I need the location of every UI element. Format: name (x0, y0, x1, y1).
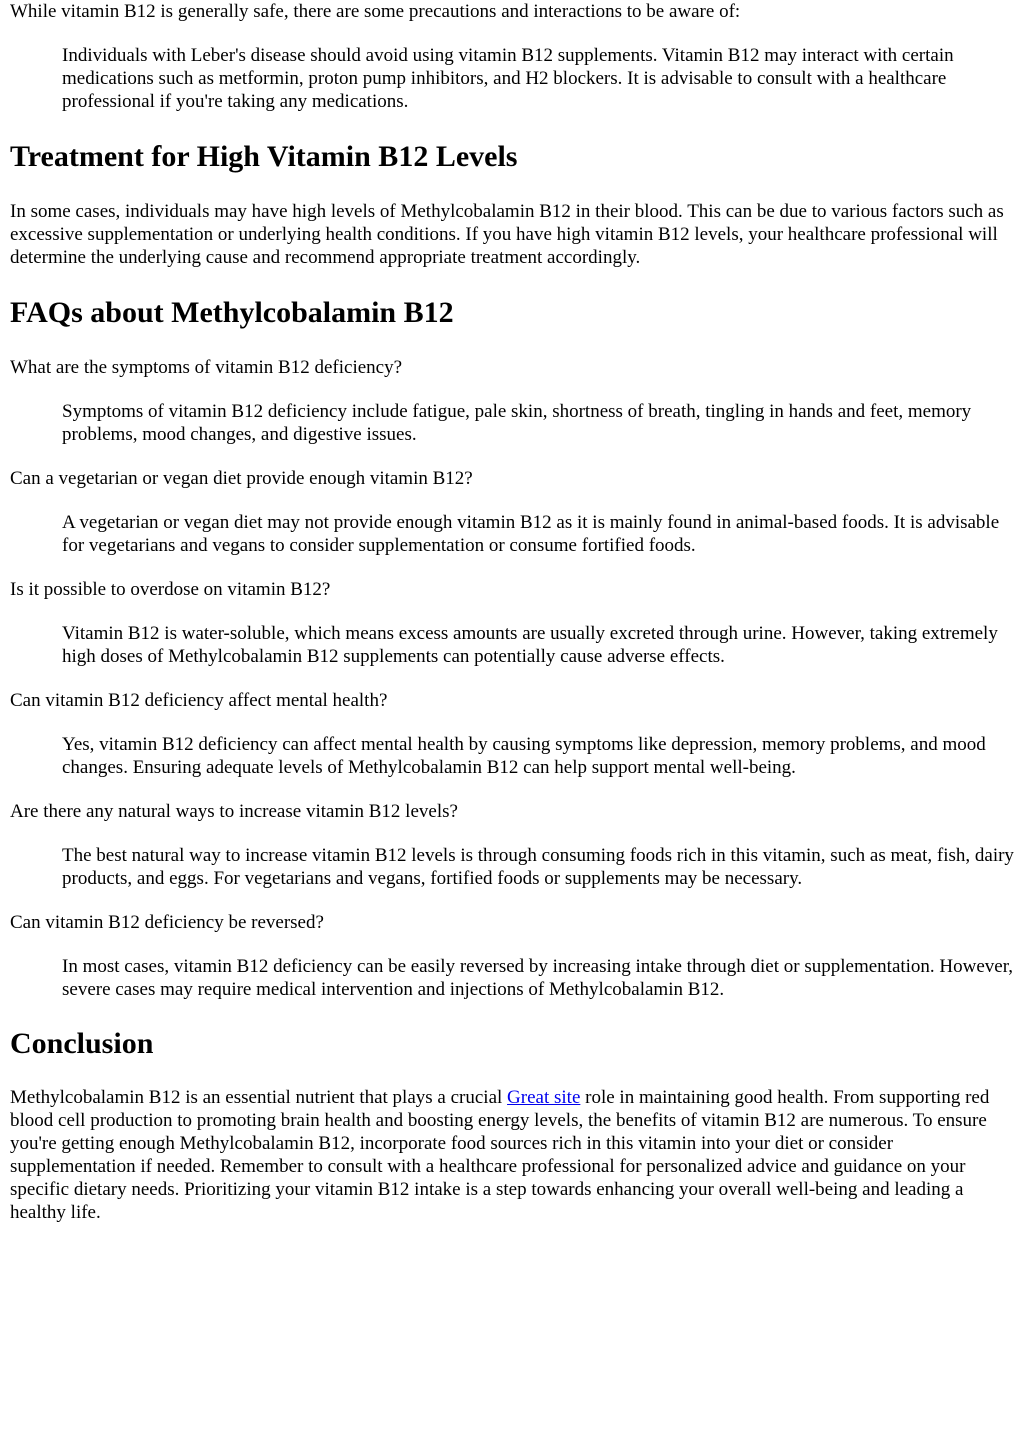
faq-answer: In most cases, vitamin B12 deficiency can be easily reversed by increasing intake through diet or supplementation. However, severe cases may require medical intervention and injections of Methylcobalamin B12. (62, 956, 1014, 1000)
faq-question: Can vitamin B12 deficiency be reversed? (10, 912, 324, 933)
great-site-link[interactable]: Great site (507, 1087, 581, 1108)
faqs-heading: FAQs about Methylcobalamin B12 (10, 296, 454, 329)
intro-paragraph: While vitamin B12 is generally safe, there are some precautions and interactions to be aware of: (10, 1, 741, 22)
faq-question: Are there any natural ways to increase vitamin B12 levels? (10, 801, 458, 822)
precautions-paragraph: Individuals with Leber's disease should avoid using vitamin B12 supplements. Vitamin B12 may interact with certain medications such as metformin, proton pump inhibitors, and H2 blockers. It is advisable to consult with a healthcare professional if you're taking any medications. (62, 45, 954, 112)
conclusion-paragraph (10, 1086, 1014, 1224)
faq-answer: Yes, vitamin B12 deficiency can affect mental health by causing symptoms like depression, memory problems, and mood changes. Ensuring adequate levels of Methylcobalamin B12 can help support mental well-being. (62, 734, 986, 778)
faq-question: Can a vegetarian or vegan diet provide enough vitamin B12? (10, 468, 473, 489)
treatment-paragraph: In some cases, individuals may have high levels of Methylcobalamin B12 in their blood. This can be due to various factors such as excessive supplementation or underlying health conditions. If you have high vitamin B12 levels, your healthcare professional will determine the underlying cause and recommend appropriate treatment accordingly. (10, 201, 1004, 268)
conclusion-text-after-link: role in maintaining good health. From supporting red blood cell production to promoting brain health and boosting energy levels, the benefits of vitamin B12 are numerous. To ensure you're getting enough Methylcobalamin B12, incorporate food sources rich in this vitamin into your diet or consider supplementation if needed. Remember to consult with a healthcare professional for personalized advice and guidance on your specific dietary needs. Prioritizing your vitamin B12 intake is a step towards enhancing your overall well-being and leading a healthy life. (10, 1087, 990, 1223)
conclusion-text-before-link: Methylcobalamin B12 is an essential nutrient that plays a crucial (10, 1087, 508, 1108)
faq-answer: The best natural way to increase vitamin B12 levels is through consuming foods rich in this vitamin, such as meat, fish, dairy products, and eggs. For vegetarians and vegans, fortified foods or supplements may be necessary. (62, 845, 1014, 889)
faq-question: Is it possible to overdose on vitamin B12? (10, 579, 331, 600)
faq-question: What are the symptoms of vitamin B12 deficiency? (10, 357, 403, 378)
conclusion-heading: Conclusion (10, 1027, 154, 1060)
faq-answer: Vitamin B12 is water-soluble, which means excess amounts are usually excreted through urine. However, taking extremely high doses of Methylcobalamin B12 supplements can potentially cause adverse effects. (62, 623, 998, 667)
faq-answer: Symptoms of vitamin B12 deficiency include fatigue, pale skin, shortness of breath, tingling in hands and feet, memory problems, mood changes, and digestive issues. (62, 401, 972, 445)
faq-question: Can vitamin B12 deficiency affect mental health? (10, 690, 388, 711)
faq-answer: A vegetarian or vegan diet may not provide enough vitamin B12 as it is mainly found in animal-based foods. It is advisable for vegetarians and vegans to consider supplementation or consume fortified foods. (62, 512, 1000, 556)
treatment-heading: Treatment for High Vitamin B12 Levels (10, 140, 518, 173)
